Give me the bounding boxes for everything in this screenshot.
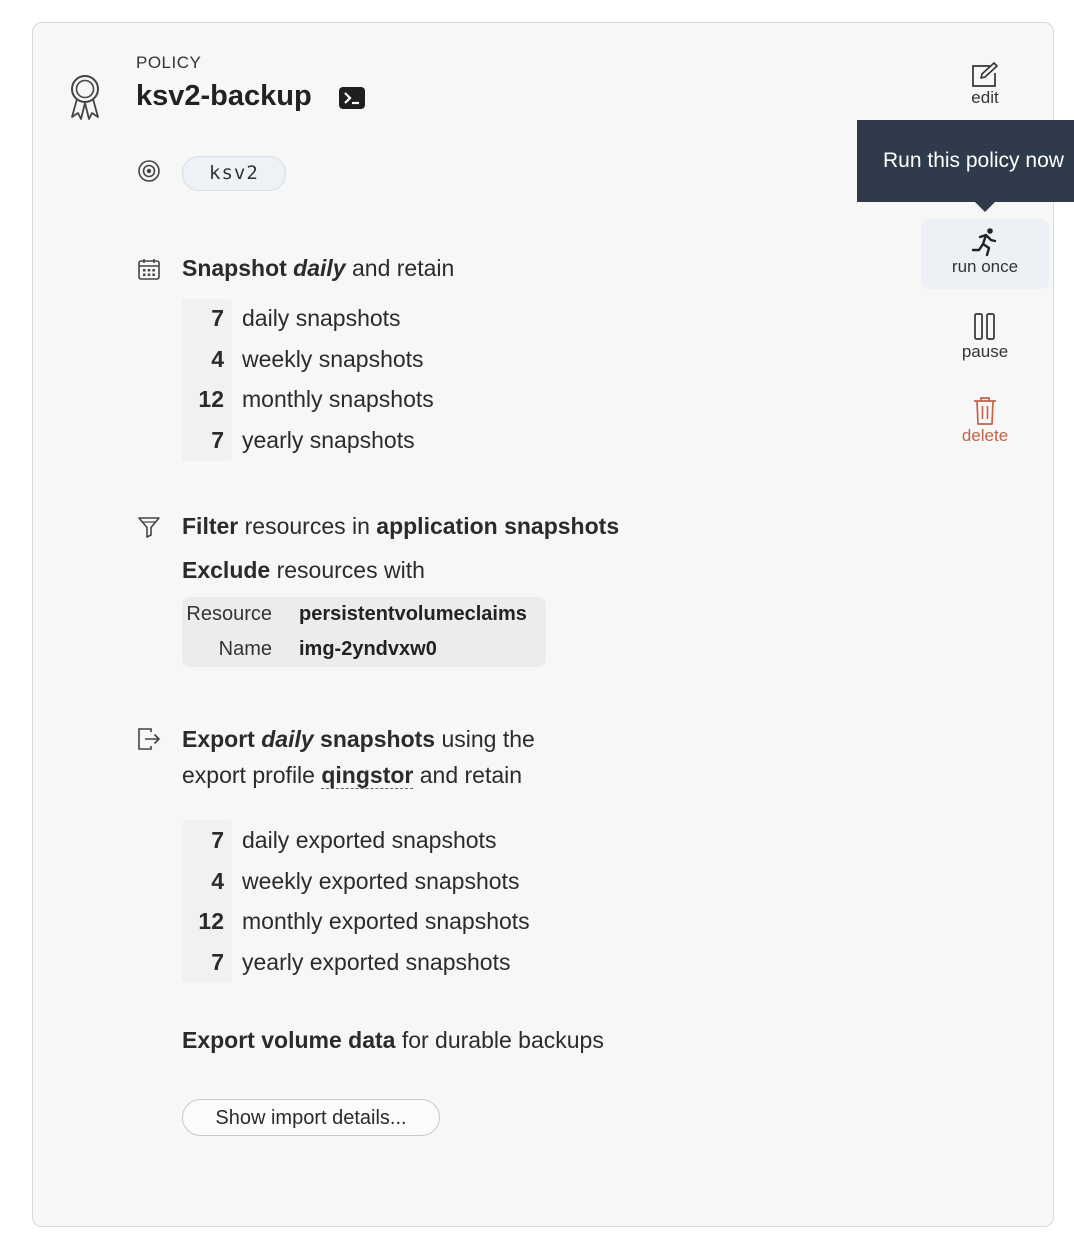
- filter-heading: Filter resources in application snapshots: [182, 513, 620, 539]
- list-item: [182, 942, 602, 983]
- export-profile-link[interactable]: qingstor: [321, 762, 414, 788]
- list-item: [182, 901, 602, 942]
- retention-count: 7: [211, 305, 224, 331]
- filter-funnel-icon: [137, 515, 161, 539]
- retention-count: 4: [211, 345, 224, 372]
- export-heading-line1: Export daily snapshots using the: [182, 726, 535, 752]
- retention-label: weekly snapshots: [242, 345, 424, 372]
- target-icon: [137, 159, 161, 183]
- list-item: [182, 420, 602, 461]
- filter-key: Name: [218, 638, 272, 660]
- export-arrow-icon: [137, 727, 161, 751]
- export-heading-line2: export profile qingstor and retain: [182, 762, 523, 788]
- exclude-filter-table: [182, 597, 546, 667]
- retention-count: 12: [198, 908, 224, 935]
- export-volume-line: Export volume data for durable backups: [182, 1027, 604, 1053]
- retention-label: daily exported snapshots: [242, 827, 497, 853]
- retention-label: yearly snapshots: [242, 427, 415, 454]
- retention-count: 4: [211, 867, 224, 894]
- show-import-details-button[interactable]: Show import details...: [182, 1099, 440, 1136]
- edit-pencil-icon: [970, 62, 1000, 88]
- award-ribbon-icon: [66, 72, 104, 122]
- retention-count: 7: [211, 949, 224, 976]
- terminal-icon[interactable]: [339, 87, 365, 109]
- snapshot-retention-list: [182, 298, 602, 461]
- running-person-icon: [970, 227, 1000, 257]
- edit-button[interactable]: [921, 62, 1049, 116]
- list-item: [182, 820, 602, 861]
- retention-label: monthly snapshots: [242, 386, 434, 413]
- pause-icon: [973, 312, 997, 342]
- filter-key: Resource: [186, 603, 272, 625]
- table-row: [182, 632, 546, 667]
- retention-label: weekly exported snapshots: [242, 867, 520, 894]
- list-item: [182, 379, 602, 420]
- policy-title: ksv2-backup: [136, 80, 312, 112]
- filter-value: persistentvolumeclaims: [299, 603, 527, 625]
- policy-eyebrow: POLICY: [136, 53, 202, 72]
- target-tag[interactable]: ksv2: [182, 156, 286, 191]
- retention-label: daily snapshots: [242, 305, 401, 331]
- run-once-label: run once: [951, 257, 1019, 276]
- retention-label: yearly exported snapshots: [242, 949, 511, 976]
- retention-count: 7: [211, 427, 224, 454]
- retention-label: monthly exported snapshots: [242, 908, 530, 935]
- edit-label: edit: [971, 88, 999, 107]
- calendar-icon: [137, 257, 161, 281]
- delete-button[interactable]: [921, 396, 1049, 452]
- pause-label: pause: [961, 342, 1009, 361]
- list-item: [182, 339, 602, 380]
- list-item: [182, 298, 602, 339]
- tooltip-arrow: [975, 202, 995, 212]
- pause-button[interactable]: [921, 312, 1049, 368]
- list-item: [182, 861, 602, 902]
- delete-label: delete: [961, 426, 1009, 445]
- table-row: [182, 597, 546, 632]
- filter-value: img-2yndvxw0: [299, 638, 437, 660]
- run-once-tooltip: Run this policy now: [857, 120, 1074, 202]
- retention-count: 7: [211, 827, 224, 853]
- retention-count: 12: [198, 386, 224, 413]
- trash-icon: [973, 396, 997, 426]
- export-retention-list: [182, 820, 602, 983]
- snapshot-heading: Snapshot daily and retain: [182, 255, 455, 281]
- exclude-heading: Exclude resources with: [182, 557, 425, 583]
- run-once-button[interactable]: [921, 219, 1049, 289]
